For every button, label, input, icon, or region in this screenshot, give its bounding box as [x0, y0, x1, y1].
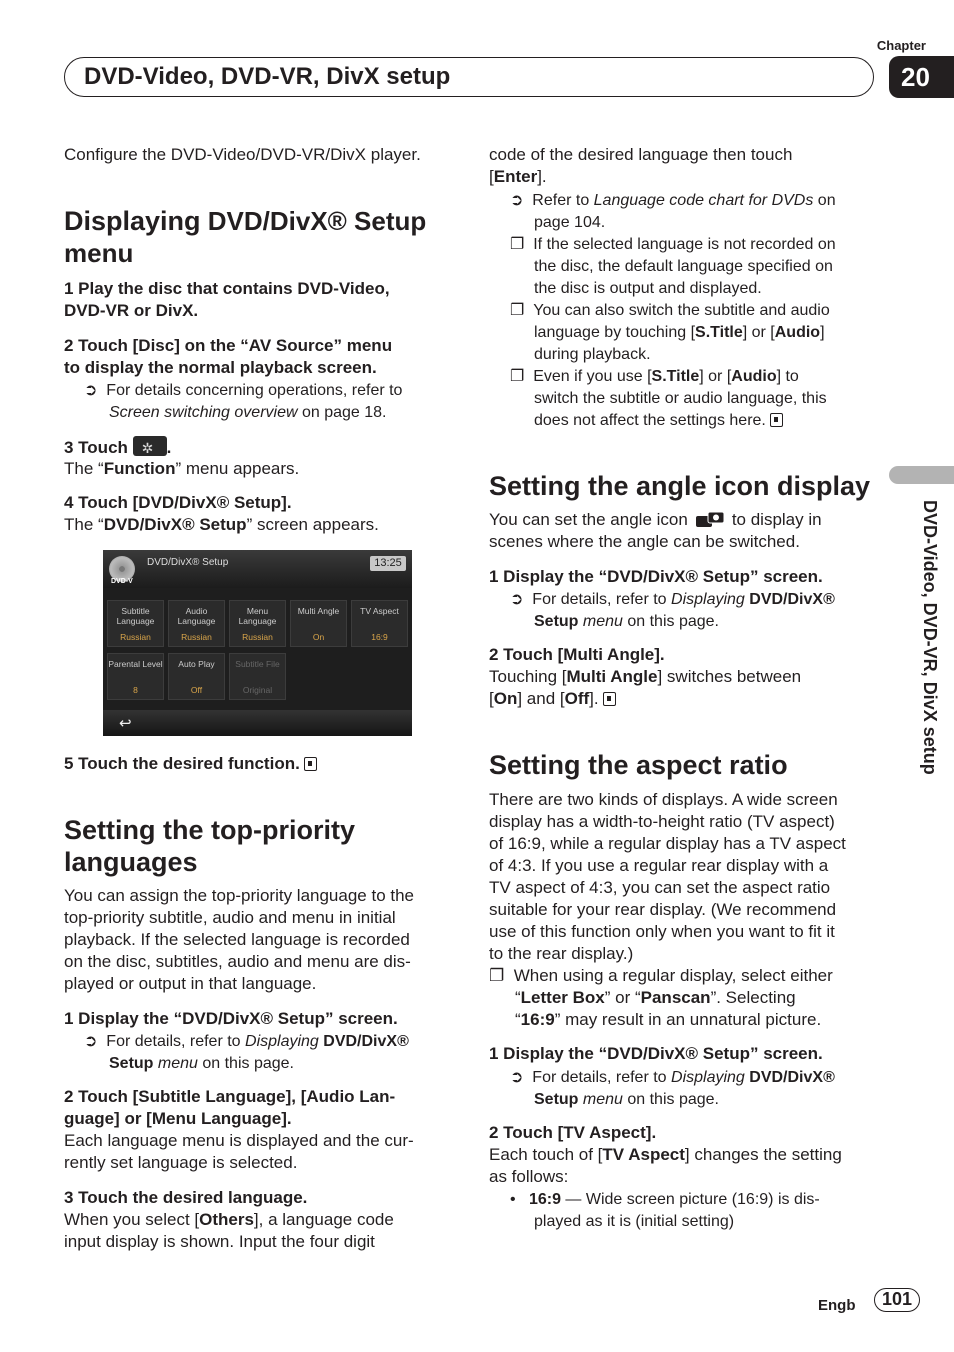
note-text: during playback. — [534, 346, 651, 363]
side-tab-marker — [889, 466, 954, 484]
note-text: “16:9” may result in an unnatural picture. — [515, 1010, 822, 1029]
step-text: 2 Touch [Subtitle Language], [Audio Lan- — [64, 1087, 396, 1106]
body-text: top-priority subtitle, audio and menu in initial — [64, 908, 396, 927]
body-text: [Enter]. — [489, 167, 547, 186]
body-text: of 4:3. If you use a regular rear display with a — [489, 856, 829, 875]
body-text: When you select [Others], a language code — [64, 1210, 394, 1229]
body-text: of 16:9, while a regular display has a TV aspect — [489, 834, 846, 853]
chapter-label: Chapter — [876, 38, 926, 53]
body-text: Touching [Multi Angle] switches between — [489, 667, 802, 686]
bullet-item: played as it is (initial setting) — [534, 1213, 735, 1230]
body-text: Each touch of [TV Aspect] changes the setting — [489, 1145, 842, 1164]
back-arrow-icon: ↩ — [119, 715, 132, 732]
note-text: language by touching [S.Title] or [Audio] — [534, 324, 825, 341]
body-text: TV aspect of 4:3, you can set the aspect ratio — [489, 878, 831, 897]
intro-text: Configure the DVD-Video/DVD-VR/DivX player. — [64, 145, 421, 164]
body-text: scenes where the angle can be switched. — [489, 532, 800, 551]
body-text: played or output in that language. — [64, 974, 317, 993]
screen-cell-subtitle-language: Subtitle Language Russian — [107, 600, 164, 647]
note-text: ❐ If the selected language is not recorded on — [510, 236, 836, 253]
body-text: rently set language is selected. — [64, 1153, 298, 1172]
screen-clock: 13:25 — [370, 556, 406, 571]
screen-cell-tv-aspect: TV Aspect 16:9 — [351, 600, 408, 647]
step-text: DVD-VR or DivX. — [64, 301, 199, 320]
chapter-number: 20 — [889, 56, 954, 98]
body-text: [On] and [Off]. — [489, 688, 616, 710]
body-text: display has a width-to-height ratio (TV aspect) — [489, 812, 835, 831]
note-text: ➲ For details, refer to Displaying DVD/DivX® — [510, 591, 835, 608]
end-mark-icon — [304, 757, 317, 771]
note-text: “Letter Box” or “Panscan”. Selecting — [515, 988, 796, 1007]
section-title-top-priority: Setting the top-priority — [64, 815, 355, 845]
body-text: You can set the angle icon to display in — [489, 510, 822, 529]
step-text: 4 Touch [DVD/DivX® Setup]. — [64, 493, 292, 512]
setup-screen-image — [103, 550, 412, 736]
footer-language: Engb — [818, 1297, 856, 1314]
note-text: ➲ Refer to Language code chart for DVDs on — [510, 192, 836, 209]
screen-cell-menu-language: Menu Language Russian — [229, 600, 286, 647]
step-text: 1 Play the disc that contains DVD-Video, — [64, 279, 390, 298]
page-number: 101 — [874, 1288, 920, 1312]
step-text: 2 Touch [TV Aspect]. — [489, 1123, 657, 1142]
note-text: ❐ Even if you use [S.Title] or [Audio] to — [510, 368, 799, 385]
header-title: DVD-Video, DVD-VR, DivX setup — [84, 63, 451, 90]
body-text: The “Function” menu appears. — [64, 459, 300, 478]
body-text: on the disc, subtitles, audio and menu are dis- — [64, 952, 411, 971]
step-text: 1 Display the “DVD/DivX® Setup” screen. — [489, 1044, 823, 1063]
end-mark-icon — [603, 692, 616, 706]
note-text: switch the subtitle or audio language, this — [534, 390, 827, 407]
screen-topbar — [103, 550, 412, 588]
note-text: the disc is output and displayed. — [534, 280, 762, 297]
angle-camera-icon — [694, 510, 726, 528]
body-text: code of the desired language then touch — [489, 145, 793, 164]
body-text: input display is shown. Input the four digit — [64, 1232, 375, 1251]
note-text: ➲ For details, refer to Displaying DVD/DivX® — [510, 1069, 835, 1086]
note-text: ➲ For details, refer to Displaying DVD/DivX® — [84, 1033, 409, 1050]
note-text: Setup menu on this page. — [534, 1091, 719, 1108]
screen-cell-subtitle-file: Subtitle File Original — [229, 653, 286, 700]
section-title-top-priority: languages — [64, 847, 198, 877]
section-title-angle-icon: Setting the angle icon display — [489, 471, 871, 501]
side-tab-text: DVD-Video, DVD-VR, DivX setup — [920, 500, 940, 775]
body-text: use of this function only when you want to fit it — [489, 922, 835, 941]
disc-label: DVD-V — [111, 578, 133, 585]
body-text: to the rear display.) — [489, 944, 634, 963]
end-mark-icon — [770, 413, 783, 427]
note-text: does not affect the settings here. — [534, 410, 783, 432]
screen-cell-parental-level: Parental Level 8 — [107, 653, 164, 700]
note-text: Setup menu on this page. — [109, 1055, 294, 1072]
note-text: ❐ When using a regular display, select either — [489, 966, 833, 985]
screen-title: DVD/DivX® Setup — [147, 557, 229, 568]
step-text: 2 Touch [Multi Angle]. — [489, 645, 665, 664]
step-text: 3 Touch the desired language. — [64, 1188, 308, 1207]
body-text: playback. If the selected language is recorded — [64, 930, 410, 949]
screen-cell-auto-play: Auto Play Off — [168, 653, 225, 700]
step-text: 1 Display the “DVD/DivX® Setup” screen. — [489, 567, 823, 586]
body-text: You can assign the top-priority language to the — [64, 886, 415, 905]
section-title-aspect-ratio: Setting the aspect ratio — [489, 750, 788, 780]
step-text: 2 Touch [Disc] on the “AV Source” menu — [64, 336, 393, 355]
note-text: Setup menu on this page. — [534, 613, 719, 630]
note-text: Screen switching overview on page 18. — [109, 404, 387, 421]
step-text: 5 Touch the desired function. — [64, 753, 317, 775]
body-text: suitable for your rear display. (We recommend — [489, 900, 837, 919]
step-text: 3 Touch ✲ . — [64, 436, 171, 459]
note-text: the disc, the default language specified on — [534, 258, 833, 275]
step-text: to display the normal playback screen. — [64, 358, 377, 377]
body-text: There are two kinds of displays. A wide screen — [489, 790, 838, 809]
step-text: 1 Display the “DVD/DivX® Setup” screen. — [64, 1009, 398, 1028]
body-text: The “DVD/DivX® Setup” screen appears. — [64, 515, 379, 534]
screen-cell-multi-angle: Multi Angle On — [290, 600, 347, 647]
screen-bottombar — [103, 710, 412, 736]
body-text: Each language menu is displayed and the cur- — [64, 1131, 414, 1150]
body-text: as follows: — [489, 1167, 569, 1186]
note-text: ➲ For details concerning operations, refer to — [84, 382, 403, 399]
bullet-item: • 16:9 — Wide screen picture (16:9) is dis- — [510, 1191, 820, 1208]
note-text: ❐ You can also switch the subtitle and audio — [510, 302, 830, 319]
settings-gear-icon — [133, 436, 167, 456]
screen-cell-audio-language: Audio Language Russian — [168, 600, 225, 647]
step-text: guage] or [Menu Language]. — [64, 1109, 292, 1128]
section-title-displaying: Displaying DVD/DivX® Setup menu — [64, 206, 427, 268]
note-text: page 104. — [534, 214, 606, 231]
